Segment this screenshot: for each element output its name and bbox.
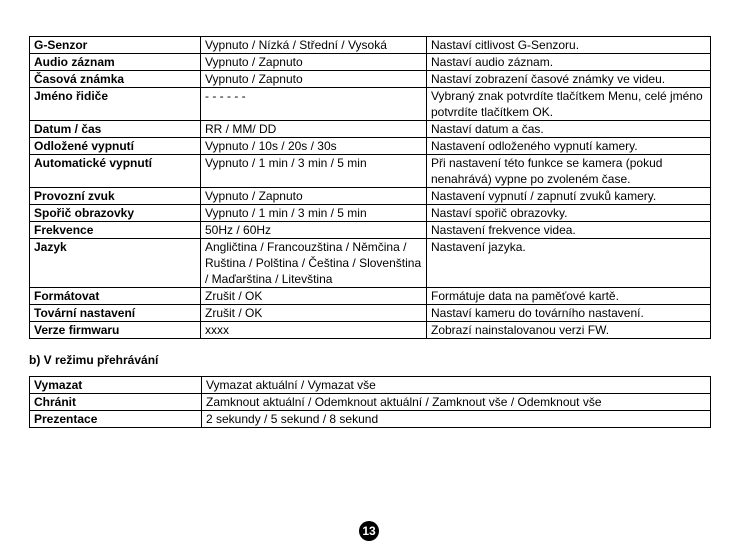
table-row: [30, 239, 711, 288]
cell-name: Automatické vypnutí: [30, 155, 201, 188]
cell-options: - - - - - -: [201, 88, 427, 121]
page-number: 13: [359, 521, 379, 541]
table-row: [30, 305, 711, 322]
cell-name: Vymazat: [30, 377, 202, 394]
table-row: [30, 155, 711, 188]
cell-options: Vypnuto / 10s / 20s / 30s: [201, 138, 427, 155]
cell-description: Při nastavení této funkce se kamera (pokud nenahrává) vypne po zvoleném čase.: [427, 155, 711, 188]
table-row: [30, 188, 711, 205]
table-row: [30, 205, 711, 222]
cell-description: Nastavení odloženého vypnutí kamery.: [427, 138, 711, 155]
cell-description: Nastaví kameru do továrního nastavení.: [427, 305, 711, 322]
cell-name: Frekvence: [30, 222, 201, 239]
cell-name: Jazyk: [30, 239, 201, 288]
cell-options: Vypnuto / Zapnuto: [201, 54, 427, 71]
settings-table: [29, 36, 711, 339]
cell-options: 50Hz / 60Hz: [201, 222, 427, 239]
cell-description: Nastavení vypnutí / zapnutí zvuků kamery.: [427, 188, 711, 205]
table-row: [30, 88, 711, 121]
cell-name: Odložené vypnutí: [30, 138, 201, 155]
cell-description: Vybraný znak potvrdíte tlačítkem Menu, celé jméno potvrdíte tlačítkem OK.: [427, 88, 711, 121]
playback-table-body: [30, 377, 711, 428]
table-row: [30, 288, 711, 305]
cell-description: Nastavení jazyka.: [427, 239, 711, 288]
cell-options: Vypnuto / Nízká / Střední / Vysoká: [201, 37, 427, 54]
table-row: [30, 394, 711, 411]
cell-options: Zrušit / OK: [201, 288, 427, 305]
table-row: [30, 71, 711, 88]
cell-description: Nastaví citlivost G-Senzoru.: [427, 37, 711, 54]
cell-name: Chránit: [30, 394, 202, 411]
cell-options: Zamknout aktuální / Odemknout aktuální / Zamknout vše / Odemknout vše: [202, 394, 711, 411]
cell-options: RR / MM/ DD: [201, 121, 427, 138]
cell-options: xxxx: [201, 322, 427, 339]
cell-options: Zrušit / OK: [201, 305, 427, 322]
cell-description: Formátuje data na paměťové kartě.: [427, 288, 711, 305]
table-row: [30, 377, 711, 394]
table-row: [30, 322, 711, 339]
cell-name: G-Senzor: [30, 37, 201, 54]
playback-heading: b) V režimu přehrávání: [29, 353, 159, 367]
playback-table: [29, 376, 711, 428]
cell-options: Vypnuto / Zapnuto: [201, 188, 427, 205]
cell-options: Vypnuto / Zapnuto: [201, 71, 427, 88]
cell-description: Nastaví zobrazení časové známky ve videu.: [427, 71, 711, 88]
cell-options: 2 sekundy / 5 sekund / 8 sekund: [202, 411, 711, 428]
table-row: [30, 54, 711, 71]
table-row: [30, 138, 711, 155]
table-row: [30, 222, 711, 239]
cell-name: Časová známka: [30, 71, 201, 88]
cell-description: Zobrazí nainstalovanou verzi FW.: [427, 322, 711, 339]
cell-name: Formátovat: [30, 288, 201, 305]
table-row: [30, 37, 711, 54]
cell-name: Spořič obrazovky: [30, 205, 201, 222]
table-row: [30, 121, 711, 138]
cell-description: Nastaví datum a čas.: [427, 121, 711, 138]
cell-name: Audio záznam: [30, 54, 201, 71]
cell-description: Nastaví spořič obrazovky.: [427, 205, 711, 222]
cell-name: Prezentace: [30, 411, 202, 428]
cell-options: Vypnuto / 1 min / 3 min / 5 min: [201, 205, 427, 222]
cell-name: Verze firmwaru: [30, 322, 201, 339]
cell-options: Angličtina / Francouzština / Němčina / Ruština / Polština / Čeština / Slovenština / Maďarština / Litevština: [201, 239, 427, 288]
cell-name: Jméno řidiče: [30, 88, 201, 121]
settings-table-body: [30, 37, 711, 339]
table-row: [30, 411, 711, 428]
cell-description: Nastaví audio záznam.: [427, 54, 711, 71]
cell-options: Vypnuto / 1 min / 3 min / 5 min: [201, 155, 427, 188]
cell-name: Provozní zvuk: [30, 188, 201, 205]
cell-name: Datum / čas: [30, 121, 201, 138]
cell-name: Tovární nastavení: [30, 305, 201, 322]
cell-options: Vymazat aktuální / Vymazat vše: [202, 377, 711, 394]
cell-description: Nastavení frekvence videa.: [427, 222, 711, 239]
